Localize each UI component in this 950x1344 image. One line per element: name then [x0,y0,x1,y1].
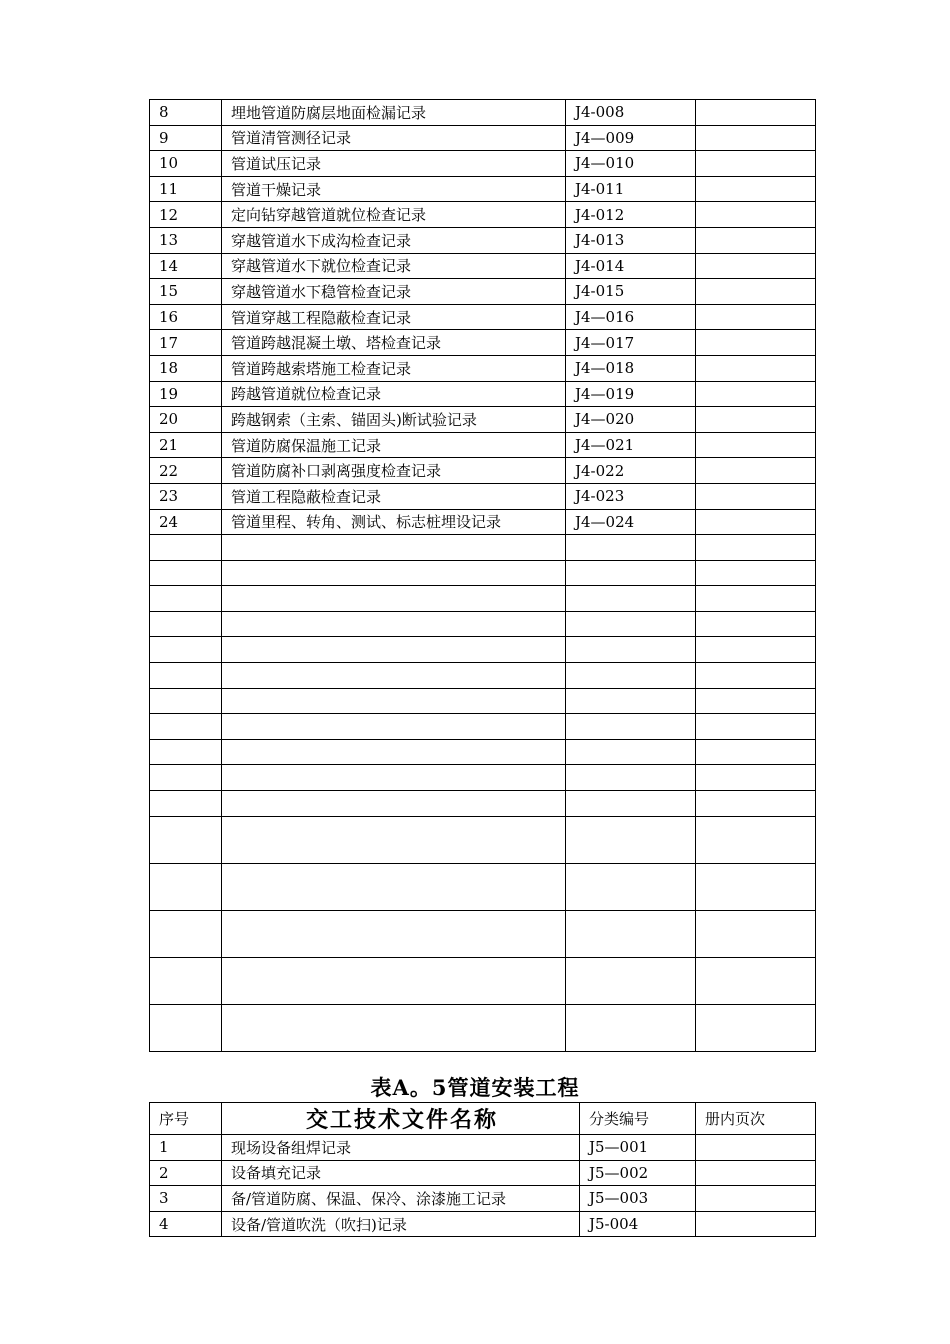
cell-name: 跨越钢索（主索、锚固头)断试验记录 [222,407,566,433]
cell-code: J4—018 [566,355,696,381]
empty-row [150,637,816,663]
empty-cell [696,611,816,637]
cell-page [696,1135,816,1161]
cell-no: 17 [150,330,222,356]
table-row [150,407,816,433]
table-row [150,125,816,151]
cell-page [696,202,816,228]
table-row [150,1135,816,1161]
empty-cell [222,816,566,863]
empty-cell [566,957,696,1004]
empty-cell [696,1004,816,1051]
empty-row [150,663,816,689]
cell-page [696,432,816,458]
empty-cell [566,739,696,765]
cell-no: 19 [150,381,222,407]
cell-name: 管道穿越工程隐蔽检查记录 [222,304,566,330]
cell-page [696,151,816,177]
cell-code: J4—020 [566,407,696,433]
empty-row [150,816,816,863]
cell-name: 跨越管道就位检查记录 [222,381,566,407]
table-row [150,202,816,228]
empty-cell [566,611,696,637]
cell-page [696,483,816,509]
empty-row [150,688,816,714]
cell-no: 1 [150,1135,222,1161]
empty-cell [150,816,222,863]
cell-code: J4—010 [566,151,696,177]
empty-cell [222,765,566,791]
cell-no: 2 [150,1160,222,1186]
empty-cell [150,535,222,561]
empty-cell [566,663,696,689]
cell-page [696,100,816,126]
cell-page [696,304,816,330]
empty-cell [222,1004,566,1051]
empty-row [150,535,816,561]
cell-page [696,279,816,305]
cell-page [696,355,816,381]
table-row [150,151,816,177]
empty-row [150,714,816,740]
cell-name: 管道跨越混凝土墩、塔检查记录 [222,330,566,356]
empty-cell [150,611,222,637]
document-table-j5 [149,1102,816,1237]
cell-no: 14 [150,253,222,279]
cell-code: J5-004 [580,1211,696,1237]
cell-page [696,227,816,253]
cell-code: J4-012 [566,202,696,228]
cell-name: 设备/管道吹洗（吹扫)记录 [222,1211,580,1237]
empty-cell [696,637,816,663]
table-row [150,304,816,330]
empty-cell [566,637,696,663]
empty-cell [222,688,566,714]
table-header-row [150,1103,816,1135]
header-code: 分类编号 [580,1103,696,1135]
cell-name: 管道防腐补口剥离强度检查记录 [222,458,566,484]
table-row [150,330,816,356]
empty-cell [566,714,696,740]
table-row [150,1186,816,1212]
empty-cell [566,816,696,863]
table-row [150,100,816,126]
header-page: 册内页次 [696,1103,816,1135]
empty-row [150,863,816,910]
cell-code: J4-015 [566,279,696,305]
empty-cell [150,863,222,910]
cell-page [696,1186,816,1212]
empty-cell [222,714,566,740]
empty-cell [222,535,566,561]
empty-cell [150,910,222,957]
cell-code: J4—019 [566,381,696,407]
cell-page [696,1211,816,1237]
cell-code: J5—002 [580,1160,696,1186]
cell-code: J4—017 [566,330,696,356]
cell-name: 穿越管道水下稳管检查记录 [222,279,566,305]
empty-cell [566,535,696,561]
cell-page [696,330,816,356]
cell-name: 管道试压记录 [222,151,566,177]
empty-cell [222,739,566,765]
cell-code: J4—024 [566,509,696,535]
empty-cell [150,791,222,817]
empty-cell [150,663,222,689]
empty-cell [222,560,566,586]
cell-code: J4-023 [566,483,696,509]
empty-cell [696,560,816,586]
cell-page [696,253,816,279]
cell-name: 管道工程隐蔽检查记录 [222,483,566,509]
cell-name: 管道干燥记录 [222,176,566,202]
header-no: 序号 [150,1103,222,1135]
empty-cell [150,765,222,791]
cell-no: 24 [150,509,222,535]
empty-cell [566,791,696,817]
cell-page [696,1160,816,1186]
cell-code: J4-011 [566,176,696,202]
empty-row [150,791,816,817]
cell-code: J5—001 [580,1135,696,1161]
empty-cell [566,863,696,910]
cell-code: J4—016 [566,304,696,330]
empty-cell [696,816,816,863]
empty-cell [566,688,696,714]
empty-cell [566,560,696,586]
empty-cell [222,863,566,910]
cell-name: 设备填充记录 [222,1160,580,1186]
cell-no: 15 [150,279,222,305]
empty-cell [566,1004,696,1051]
cell-page [696,407,816,433]
cell-page [696,458,816,484]
cell-no: 20 [150,407,222,433]
cell-page [696,509,816,535]
empty-cell [696,714,816,740]
empty-row [150,765,816,791]
empty-cell [696,739,816,765]
cell-code: J4—021 [566,432,696,458]
empty-cell [150,637,222,663]
empty-cell [150,586,222,612]
cell-code: J4-008 [566,100,696,126]
cell-name: 定向钻穿越管道就位检查记录 [222,202,566,228]
empty-cell [696,765,816,791]
cell-page [696,125,816,151]
document-table-j4 [149,99,816,1052]
cell-name: 现场设备组焊记录 [222,1135,580,1161]
empty-cell [696,535,816,561]
empty-cell [696,910,816,957]
empty-row [150,739,816,765]
cell-no: 16 [150,304,222,330]
empty-row [150,586,816,612]
empty-cell [150,560,222,586]
header-name: 交工技术文件名称 [222,1103,580,1135]
empty-row [150,1004,816,1051]
cell-no: 11 [150,176,222,202]
empty-cell [696,586,816,612]
empty-cell [222,637,566,663]
cell-name: 埋地管道防腐层地面检漏记录 [222,100,566,126]
table-row [150,458,816,484]
cell-page [696,381,816,407]
empty-cell [150,714,222,740]
empty-cell [696,863,816,910]
table-row [150,1160,816,1186]
cell-name: 穿越管道水下就位检查记录 [222,253,566,279]
cell-code: J4-014 [566,253,696,279]
cell-no: 21 [150,432,222,458]
empty-row [150,560,816,586]
empty-cell [222,663,566,689]
empty-row [150,611,816,637]
empty-cell [150,688,222,714]
cell-code: J4—009 [566,125,696,151]
cell-no: 8 [150,100,222,126]
cell-no: 18 [150,355,222,381]
cell-name: 管道清管测径记录 [222,125,566,151]
cell-name: 管道防腐保温施工记录 [222,432,566,458]
cell-name: 管道跨越索塔施工检查记录 [222,355,566,381]
cell-name: 管道里程、转角、测试、标志桩埋设记录 [222,509,566,535]
table-row [150,355,816,381]
table-row [150,483,816,509]
cell-no: 10 [150,151,222,177]
table-row [150,253,816,279]
empty-cell [696,663,816,689]
cell-no: 9 [150,125,222,151]
cell-no: 12 [150,202,222,228]
empty-cell [150,739,222,765]
empty-row [150,957,816,1004]
empty-cell [222,957,566,1004]
cell-code: J5—003 [580,1186,696,1212]
cell-no: 13 [150,227,222,253]
table-row [150,1211,816,1237]
empty-cell [696,791,816,817]
cell-no: 3 [150,1186,222,1212]
empty-cell [566,586,696,612]
cell-no: 22 [150,458,222,484]
empty-cell [222,611,566,637]
empty-cell [222,791,566,817]
cell-no: 4 [150,1211,222,1237]
empty-cell [566,765,696,791]
empty-row [150,910,816,957]
table-row [150,381,816,407]
table-row [150,509,816,535]
cell-page [696,176,816,202]
table-row [150,279,816,305]
empty-cell [222,910,566,957]
cell-code: J4-013 [566,227,696,253]
empty-cell [150,957,222,1004]
cell-name: 穿越管道水下成沟检查记录 [222,227,566,253]
empty-cell [150,1004,222,1051]
empty-cell [566,910,696,957]
cell-code: J4-022 [566,458,696,484]
empty-cell [222,586,566,612]
table-row [150,227,816,253]
empty-cell [696,688,816,714]
cell-name: 备/管道防腐、保温、保冷、涂漆施工记录 [222,1186,580,1212]
table-row [150,432,816,458]
cell-no: 23 [150,483,222,509]
table-row [150,176,816,202]
empty-cell [696,957,816,1004]
table-caption: 表A。5管道安装工程 [370,1075,580,1100]
